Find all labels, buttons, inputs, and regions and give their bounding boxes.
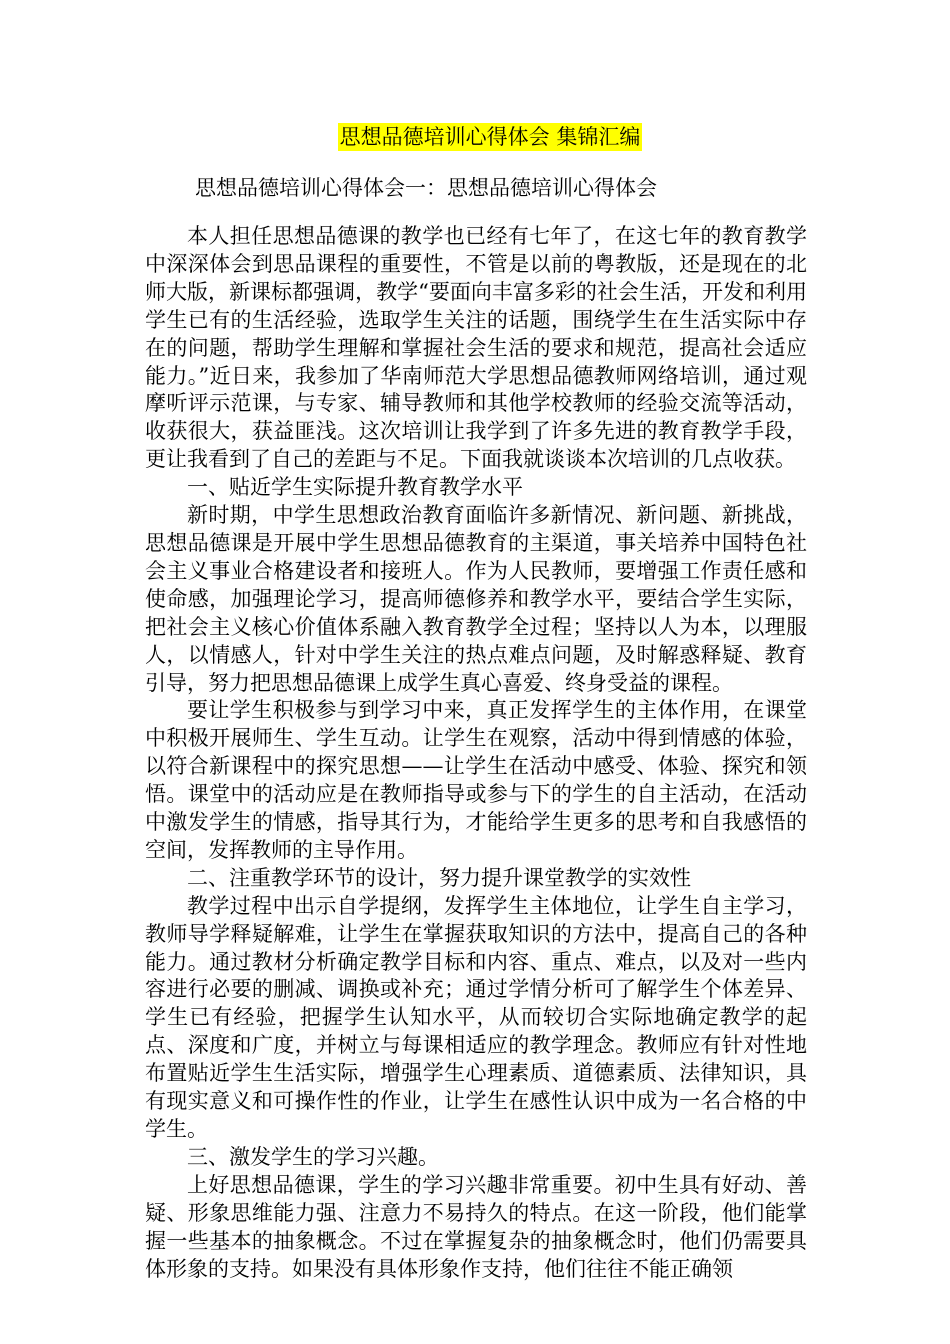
- body-paragraph: 新时期，中学生思想政治教育面临许多新情况、新问题、新挑战，思想品德课是开展中学生思想品德教育的主渠道，事关培养中国特色社会主义事业合格建设者和接班人。作为人民教师，要增强工作责任感和使命感，加强理论学习，提高师德修养和教学水平，要结合学生实际，把社会主义核心价值体系融入教育教学全过程；坚持以人为本，以理服人，以情感人，针对中学生关注的热点难点问题，及时解惑释疑、教育引导，努力把思想品德课上成学生真心喜爱、终身受益的课程。: [145, 503, 807, 695]
- title-container: [0, 123, 950, 151]
- section-heading-1: 一、贴近学生实际提升教育教学水平: [187, 475, 523, 500]
- body-paragraph: 上好思想品德课，学生的学习兴趣非常重要。初中生具有好动、善疑、形象思维能力强、注意力不易持久的特点。在这一阶段，他们能掌握一些基本的抽象概念。不过在掌握复杂的抽象概念时，他们仍需要具体形象的支持。如果没有具体形象作支持，他们往往不能正确领: [145, 1172, 807, 1281]
- body-paragraph-intro: 本人担任思想品德课的教学也已经有七年了，在这七年的教育教学中深深体会到思品课程的重要性，不管是以前的粤教版，还是现在的北师大版，新课标都强调，教学“要面向丰富多彩的社会生活，开发和利用学生已有的生活经验，选取学生关注的话题，围绕学生在生活实际中存在的问题，帮助学生理解和掌握社会生活的要求和规范，提高社会适应能力。”近日来，我参加了华南师范大学思想品德教师网络培训，通过观摩听评示范课，与专家、辅导教师和其他学校教师的经验交流等活动，收获很大，获益匪浅。这次培训让我学到了许多先进的教育教学手段，更让我看到了自己的差距与不足。下面我就谈谈本次培训的几点收获。: [145, 224, 807, 472]
- body-paragraph: 教学过程中出示自学提纲，发挥学生主体地位，让学生自主学习，教师导学释疑解难，让学生在掌握获取知识的方法中，提高自己的各种能力。通过教材分析确定教学目标和内容、重点、难点，以及对一些内容进行必要的删减、调换或补充；通过学情分析可了解学生个体差异、学生已有经验，把握学生认知水平，从而较切合实际地确定教学的起点、深度和广度，并树立与每课相适应的教学理念。教师应有针对性地布置贴近学生生活实际，增强学生心理素质、道德素质、法律知识，具有现实意义和可操作性的作业，让学生在感性认识中成为一名合格的中学生。: [145, 893, 807, 1141]
- body-paragraph: 要让学生积极参与到学习中来，真正发挥学生的主体作用，在课堂中积极开展师生、学生互动。让学生在观察，活动中得到情感的体验，以符合新课程中的探究思想——让学生在活动中感受、体验、探究和领悟。课堂中的活动应是在教师指导或参与下的学生的自主活动，在活动中激发学生的情感，指导其行为，才能给学生更多的思考和自我感悟的空间，发挥教师的主导作用。: [145, 698, 807, 862]
- document-title: 思想品德培训心得体会 集锦汇编: [339, 125, 641, 149]
- section-heading-3: 三、激发学生的学习兴趣。: [187, 1144, 439, 1169]
- section-heading-2: 二、注重教学环节的设计，努力提升课堂教学的实效性: [187, 865, 691, 890]
- document-body: [145, 220, 807, 1283]
- document-subtitle: 思想品德培训心得体会一：思想品德培训心得体会: [195, 176, 657, 200]
